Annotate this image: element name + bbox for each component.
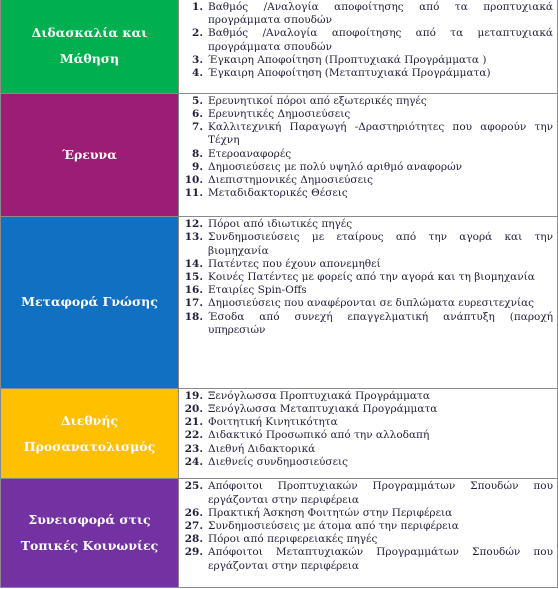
item-text: Έσοδα από συνεχή επαγγελματική ανάπτυξη (παροχή υπηρεσιών xyxy=(208,310,553,336)
list-item xyxy=(179,121,553,147)
section-label: Συνεισφορά στις Τοπικές Κοινωνίες xyxy=(1,479,179,587)
item-text: Έγκαιρη Αποφοίτηση (Προπτυχιακά Προγράμματα ) xyxy=(208,53,487,66)
item-text: Δημοσιεύσεις που αναφέρονται σε διπλώματα ευρεσιτεχνίας xyxy=(208,297,535,310)
item-number: 16. xyxy=(184,284,203,297)
list-item xyxy=(179,258,553,271)
list-item xyxy=(179,297,553,310)
indicator-list xyxy=(179,94,557,217)
item-number: 10. xyxy=(184,173,203,186)
item-number: 28. xyxy=(184,533,203,546)
section-knowledge-transfer xyxy=(1,217,557,388)
item-number: 22. xyxy=(184,429,203,442)
list-item xyxy=(179,174,553,187)
item-number: 5. xyxy=(192,94,203,107)
indicator-list xyxy=(179,0,557,93)
item-number: 23. xyxy=(184,442,203,455)
list-item xyxy=(179,480,553,506)
list-item xyxy=(179,67,553,80)
item-text: Πατέντες που έχουν απονεμηθεί xyxy=(208,257,381,270)
item-text: Ξενόγλωσσα Μεταπτυχιακά Προγράμματα xyxy=(208,402,438,415)
item-number: 9. xyxy=(192,160,203,173)
item-text: Πόροι από ιδιωτικές πηγές xyxy=(208,218,353,231)
list-item xyxy=(179,416,553,429)
section-local-contribution xyxy=(1,479,557,587)
list-item xyxy=(179,533,553,546)
list-item xyxy=(179,284,553,297)
section-research xyxy=(1,94,557,218)
item-text: Πόροι από περιφερειακές πηγές xyxy=(208,533,378,546)
section-label: Έρευνα xyxy=(1,94,179,217)
section-label: Διδασκαλία και Μάθηση xyxy=(1,0,179,93)
item-text: Ερευνητικοί πόροι από εξωτερικές πηγές xyxy=(208,94,427,107)
item-number: 1. xyxy=(192,1,203,13)
item-number: 13. xyxy=(184,231,203,244)
list-item xyxy=(179,218,553,231)
item-number: 3. xyxy=(192,53,203,66)
item-number: 19. xyxy=(184,389,203,402)
item-text: Διεπιστημονικές Δημοσιεύσεις xyxy=(208,173,374,186)
list-item xyxy=(179,148,553,161)
list-item xyxy=(179,95,553,108)
item-number: 7. xyxy=(192,121,203,134)
list-item xyxy=(179,231,553,257)
item-number: 14. xyxy=(184,257,203,270)
section-international-orientation xyxy=(1,389,557,480)
item-number: 12. xyxy=(184,218,203,231)
list-item xyxy=(179,108,553,121)
list-item xyxy=(179,161,553,174)
list-item xyxy=(179,271,553,284)
list-item xyxy=(179,456,553,469)
item-number: 24. xyxy=(184,455,203,468)
item-text: Πρακτική Άσκηση Φοιτητών στην Περιφέρεια xyxy=(208,506,453,519)
list-item xyxy=(179,54,553,67)
item-number: 27. xyxy=(184,519,203,532)
item-text: Διδακτικό Προσωπικό από την αλλοδαπή xyxy=(208,429,430,442)
list-item xyxy=(179,546,553,572)
item-number: 2. xyxy=(192,27,203,40)
list-item xyxy=(179,403,553,416)
indicator-list xyxy=(179,217,557,387)
item-text: Μεταδιδακτορικές Θέσεις xyxy=(208,187,348,200)
item-text: Ξενόγλωσσα Προπτυχιακά Προγράμματα xyxy=(208,389,430,402)
section-label: Μεταφορά Γνώσης xyxy=(1,217,179,387)
item-text: Κοινές Πατέντες με φορείς από την αγορά και τη βιομηχανία xyxy=(208,271,535,284)
item-text: Εταιρίες Spin-Offs xyxy=(208,284,307,297)
item-number: 26. xyxy=(184,506,203,519)
item-number: 20. xyxy=(184,402,203,415)
item-number: 25. xyxy=(184,480,203,493)
item-text: Ετεροαναφορές xyxy=(208,147,292,160)
item-text: Συνδημοσιεύσεις με εταίρους από την αγορά και την βιομηχανία xyxy=(208,231,553,257)
item-text: Βαθμός /Αναλογία αποφοίτησης από τα μεταπτυχιακά προγράμματα σπουδών xyxy=(208,27,553,53)
item-text: Διεθνή Διδακτορικά xyxy=(208,442,316,455)
list-item xyxy=(179,443,553,456)
section-teaching-learning xyxy=(1,0,557,94)
list-item xyxy=(179,520,553,533)
item-text: Ερευνητικές Δημοσιεύσεις xyxy=(208,107,351,120)
item-text: Βαθμός /Αναλογία αποφοίτησης από τα προπτυχιακά προγράμματα σπουδών xyxy=(208,1,553,27)
item-number: 21. xyxy=(184,416,203,429)
item-number: 8. xyxy=(192,147,203,160)
list-item xyxy=(179,429,553,442)
section-label: Διεθνής Προσανατολισμός xyxy=(1,389,179,479)
item-text: Καλλιτεχνική Παραγωγή -Δραστηριότητες που αφορούν την Τέχνη xyxy=(208,121,553,147)
item-text: Απόφοιτοι Μεταπτυχιακών Προγραμμάτων Σπουδών που εργάζονται στην περιφέρεια xyxy=(208,546,553,572)
item-text: Έγκαιρη Αποφοίτηση (Μεταπτυχιακά Προγράμματα) xyxy=(208,67,491,80)
list-item xyxy=(179,390,553,403)
item-number: 6. xyxy=(192,107,203,120)
item-number: 4. xyxy=(192,67,203,80)
item-text: Δημοσιεύσεις με πολύ υψηλό αριθμό αναφορών xyxy=(208,160,463,173)
list-item xyxy=(179,1,553,27)
item-text: Απόφοιτοι Προπτυχιακών Προγραμμάτων Σπουδών που εργάζονται στην περιφέρεια xyxy=(208,480,553,506)
item-text: Διεθνείς συνδημοσιεύσεις xyxy=(208,455,349,468)
item-text: Φοιτητική Κινητικότητα xyxy=(208,416,338,429)
list-item xyxy=(179,507,553,520)
list-item xyxy=(179,187,553,200)
indicator-list xyxy=(179,479,557,587)
list-item xyxy=(179,311,553,337)
item-number: 11. xyxy=(184,187,203,200)
indicator-list xyxy=(179,389,557,479)
item-number: 15. xyxy=(184,271,203,284)
list-item xyxy=(179,27,553,53)
item-number: 29. xyxy=(184,546,203,559)
item-number: 18. xyxy=(184,310,203,323)
item-number: 17. xyxy=(184,297,203,310)
item-text: Συνδημοσιεύσεις με άτομα από την περιφέρεια xyxy=(208,519,459,532)
